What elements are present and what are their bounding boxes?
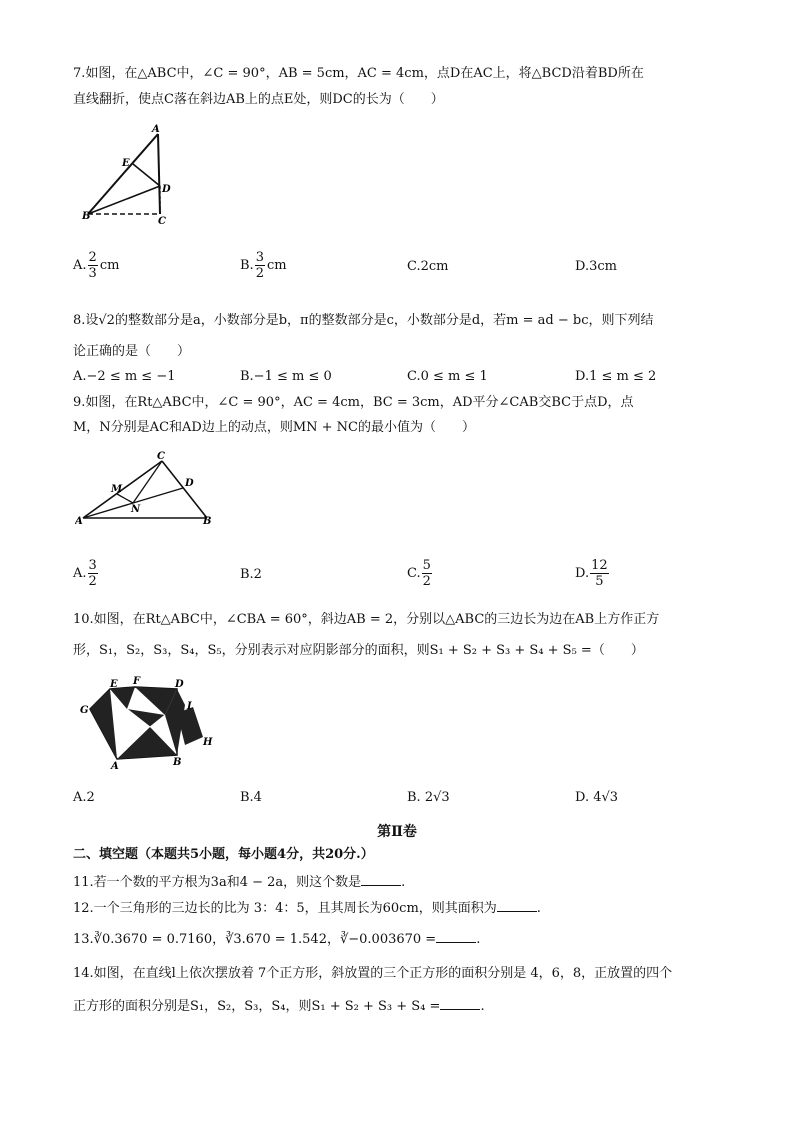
fraction: $\frac{3}{2}$ [88, 558, 97, 589]
q11-stem: 11.若一个数的平方根为3a和4 − 2a，则这个数是 . [73, 875, 406, 890]
q7-label-e: E [122, 158, 130, 169]
q9-label-m: M [111, 484, 123, 495]
q7-option-b[interactable]: B. $\frac{3}{2}$ cm [240, 250, 287, 281]
q10-label-f: F [133, 676, 141, 687]
q9-stem-line1: 9.如图，在Rt△ABC中，∠C = 90°，AC = 4cm，BC = 3cm，AD平分∠CAB交BC于点D，点 [73, 395, 634, 410]
q7-stem-line1: 7.如图，在△ABC中，∠C = 90°，AB = 5cm，AC = 4cm，点D在AC上，将△BCD沿着BD所在 [73, 66, 644, 81]
fraction: $\frac{3}{2}$ [255, 250, 264, 281]
section-title: 第Ⅱ卷 [377, 824, 417, 840]
q9-option-a[interactable]: A. $\frac{3}{2}$ [73, 558, 97, 589]
q13-stem: 13.∛0.3670 = 0.7160，∛3.670 = 1.542，∛−0.003670 = . [73, 932, 481, 947]
fraction: $\frac{12}{5}$ [591, 558, 608, 589]
q10-option-a[interactable]: A.2 [73, 790, 95, 805]
q9-figure [75, 448, 220, 528]
q11-answer-blank[interactable] [361, 873, 401, 886]
q10-figure [75, 675, 220, 773]
q9-label-d: D [185, 478, 194, 489]
q10-label-i: I [187, 701, 192, 712]
q8-stem-line2: 论正确的是（ ） [73, 344, 191, 359]
q7-option-d[interactable]: D.3cm [575, 259, 617, 274]
q7-figure [80, 120, 180, 225]
q8-option-c[interactable]: C.0 ≤ m ≤ 1 [407, 369, 488, 384]
q7-option-a[interactable]: A. $\frac{2}{3}$ cm [73, 250, 120, 281]
q9-label-c: C [157, 451, 165, 462]
q10-label-h: H [203, 737, 213, 748]
q14-stem-line1: 14.如图，在直线l上依次摆放着 7个正方形，斜放置的三个正方形的面积分别是 4，6，8，正放置的四个 [73, 966, 673, 981]
q9-stem-line2: M，N分别是AC和AD边上的动点，则MN + NC的最小值为（ ） [73, 420, 475, 435]
section2-heading: 二、填空题（本题共5小题，每小题4分，共20分.） [73, 847, 374, 862]
q10-stem-line1: 10.如图，在Rt△ABC中，∠CBA = 60°，斜边AB = 2，分别以△ABC的三边长为边在AB上方作正方 [73, 612, 660, 627]
q10-label-d: D [175, 679, 184, 690]
q14-stem-line2: 正方形的面积分别是S₁，S₂，S₃，S₄，则S₁ + S₂ + S₃ + S₄ = . [73, 999, 485, 1014]
q10-label-e: E [110, 679, 118, 690]
q7-label-a: A [152, 124, 160, 135]
q8-stem-line1: 8.设√2的整数部分是a，小数部分是b，π的整数部分是c，小数部分是d，若m = ad − bc，则下列结 [73, 313, 654, 328]
q7-option-c[interactable]: C.2cm [407, 259, 449, 274]
fraction: $\frac{2}{3}$ [88, 250, 97, 281]
q8-option-a[interactable]: A.−2 ≤ m ≤ −1 [73, 369, 176, 384]
q7-label-d: D [162, 184, 171, 195]
q7-stem-line2: 直线翻折，使点C落在斜边AB上的点E处，则DC的长为（ ） [73, 92, 444, 107]
q9-option-b[interactable]: B.2 [240, 567, 262, 582]
q7-label-b: B [82, 211, 91, 222]
q10-option-b[interactable]: B.4 [240, 790, 262, 805]
q8-option-d[interactable]: D.1 ≤ m ≤ 2 [575, 369, 657, 384]
q10-option-d[interactable]: D. 4√3 [575, 790, 619, 805]
q14-answer-blank[interactable] [440, 997, 480, 1010]
q9-label-b: B [203, 516, 212, 527]
q7-label-c: C [158, 216, 166, 225]
q13-answer-blank[interactable] [436, 930, 476, 943]
q10-label-a: A [111, 761, 119, 772]
q10-label-g: G [80, 705, 89, 716]
fraction: $\frac{5}{2}$ [422, 558, 431, 589]
q9-option-d[interactable]: D. $\frac{12}{5}$ [575, 558, 608, 589]
q9-label-a: A [75, 516, 83, 527]
q8-option-b[interactable]: B.−1 ≤ m ≤ 0 [240, 369, 332, 384]
q12-answer-blank[interactable] [497, 899, 537, 912]
q12-stem: 12.一个三角形的三边长的比为 3：4：5，且其周长为60cm，则其面积为 . [73, 901, 541, 916]
q9-label-n: N [131, 504, 141, 515]
q9-option-c[interactable]: C. $\frac{5}{2}$ [407, 558, 431, 589]
q10-stem-line2: 形，S₁，S₂，S₃，S₄，S₅，分别表示对应阴影部分的面积，则S₁ + S₂ + S₃ + S₄ + S₅ =（ ） [73, 643, 644, 658]
q10-option-c[interactable]: B. 2√3 [407, 790, 450, 805]
q10-label-b: B [173, 757, 182, 768]
